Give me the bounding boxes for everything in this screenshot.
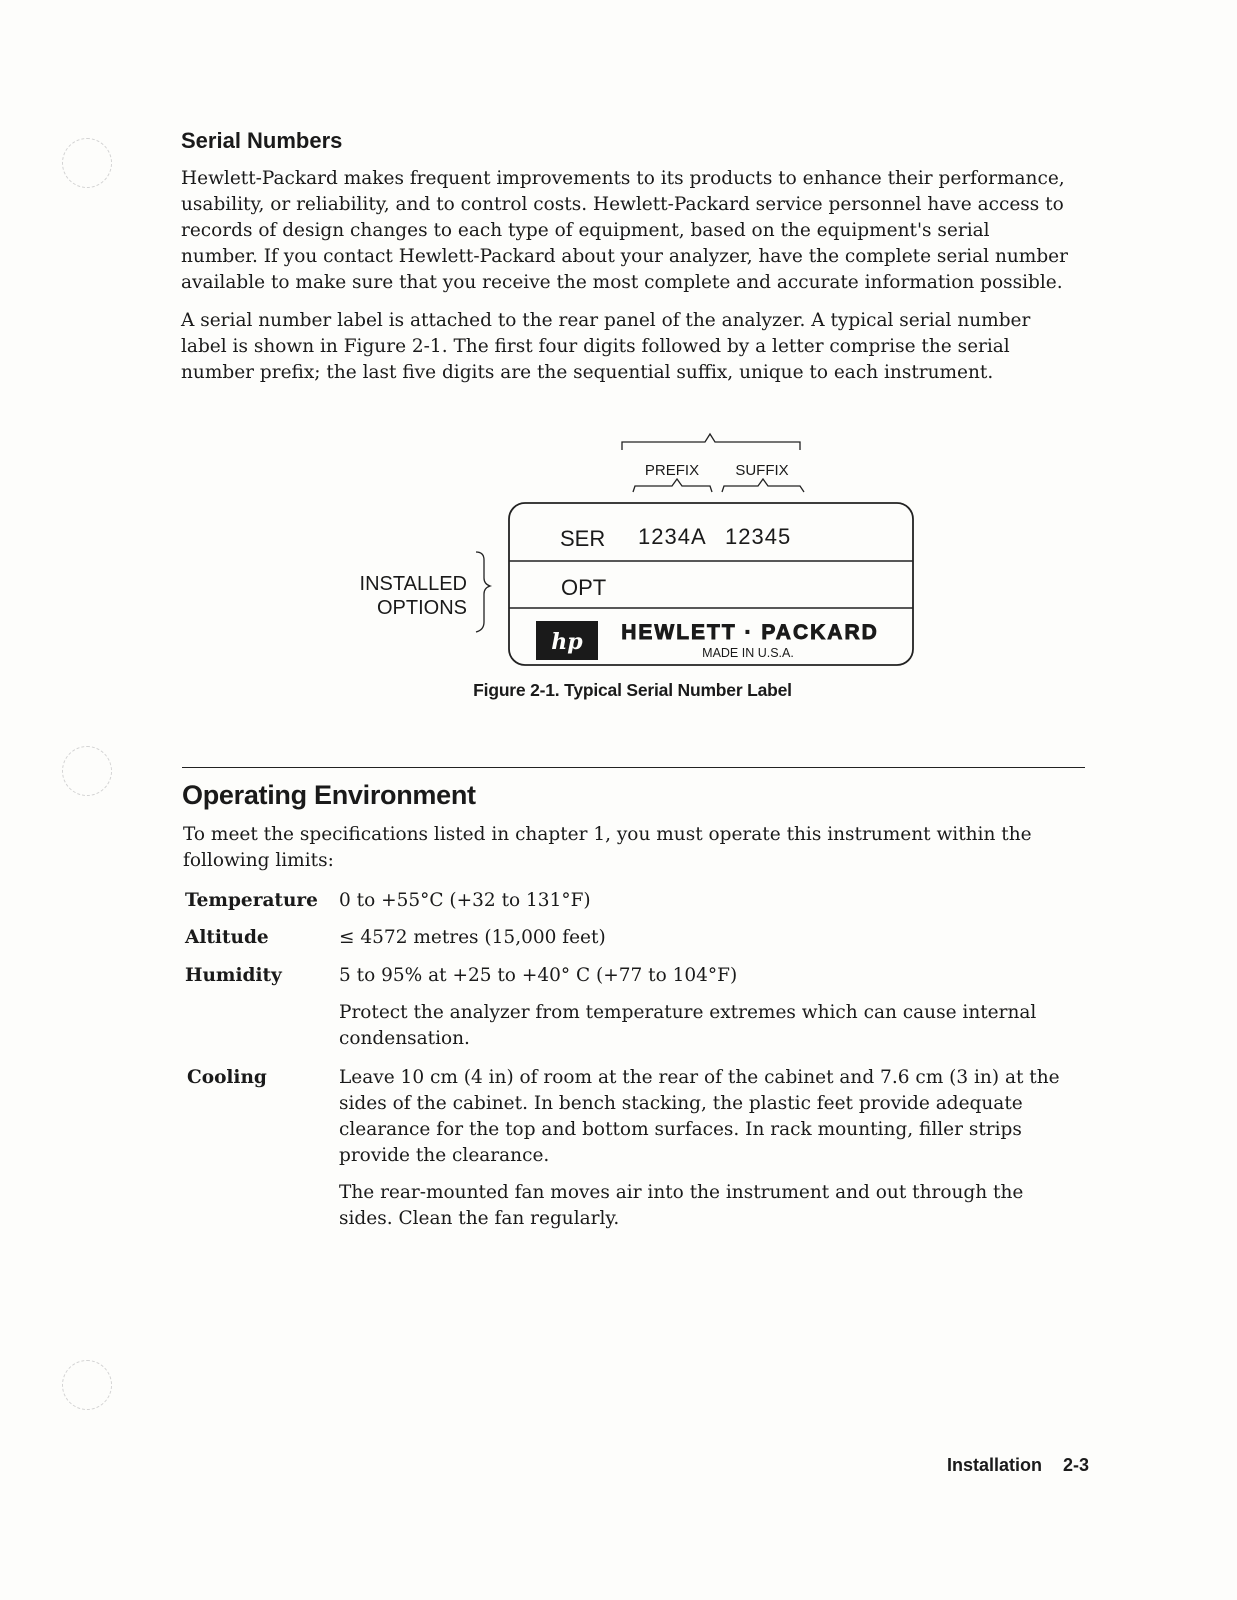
cooling-def: Leave 10 cm (4 in) of room at the rear of the cabinet and 7.6 cm (3 in) at the sides of the cabinet. In bench stacking, the plastic feet provide adequate clearance for the top and bottom surfaces. In rack mounting, filler strips provide the clearance. xyxy=(339,1067,1060,1166)
serial-numbers-paragraph-1: Hewlett-Packard makes frequent improvements to its products to enhance their performance, usability, or reliability, and to control costs. Hewlett-Packard service personnel have access to records of design changes to each type of equipment, based on the equipment's serial number. If you contact Hewlett-Packard about your analyzer, have the complete serial number available to make sure that you receive the most complete and accurate information possible. xyxy=(181,168,1068,293)
brand-text: HEWLETT · PACKARD xyxy=(621,621,879,644)
serial-brace xyxy=(622,434,800,450)
opt-label: OPT xyxy=(561,575,607,600)
options-label: OPTIONS xyxy=(376,597,467,619)
humidity-term: Humidity xyxy=(185,965,282,986)
humidity-def: 5 to 95% at +25 to +40° C (+77 to 104°F) xyxy=(339,965,738,986)
altitude-def: ≤ 4572 metres (15,000 feet) xyxy=(339,927,606,948)
footer-page-number: 2-3 xyxy=(1062,1455,1089,1475)
suffix-caption: SUFFIX xyxy=(735,462,789,479)
serial-suffix-value: 12345 xyxy=(725,524,792,549)
serial-numbers-heading: Serial Numbers xyxy=(181,128,343,153)
figure-caption xyxy=(0,680,1237,701)
footer-section-label: Installation xyxy=(946,1455,1042,1475)
humidity-note: Protect the analyzer from temperature extremes which can cause internal condensation. xyxy=(339,1002,1037,1049)
prefix-caption: PREFIX xyxy=(644,462,700,479)
figure-caption-text: Figure 2-1. Typical Serial Number Label xyxy=(473,680,792,700)
temperature-term: Temperature xyxy=(185,890,318,911)
punch-hole-middle xyxy=(62,746,112,796)
prefix-brace xyxy=(633,479,712,492)
altitude-term: Altitude xyxy=(185,927,269,948)
cooling-term: Cooling xyxy=(187,1067,267,1088)
options-brace xyxy=(476,552,490,632)
suffix-brace xyxy=(722,479,804,492)
hp-logo-text: hp xyxy=(551,629,583,655)
operating-environment-heading: Operating Environment xyxy=(182,780,476,810)
ser-label: SER xyxy=(560,526,606,551)
section-rule xyxy=(182,767,1085,768)
serial-number-label-figure xyxy=(0,0,1237,700)
serial-prefix-value: 1234A xyxy=(638,524,707,549)
serial-numbers-paragraph-2: A serial number label is attached to the rear panel of the analyzer. A typical serial number label is shown in Figure 2-1. The first four digits followed by a letter comprise the serial number prefix; the last five digits are the sequential suffix, unique to each instrument. xyxy=(181,310,1031,383)
punch-hole-bottom xyxy=(62,1360,112,1410)
made-in-text: MADE IN U.S.A. xyxy=(702,646,794,660)
cooling-note: The rear-mounted fan moves air into the instrument and out through the sides. Clean the fan regularly. xyxy=(339,1182,1024,1229)
operating-environment-intro: To meet the specifications listed in chapter 1, you must operate this instrument within the following limits: xyxy=(183,824,1032,871)
installed-label: INSTALLED xyxy=(359,573,467,595)
temperature-def: 0 to +55°C (+32 to 131°F) xyxy=(339,890,591,911)
